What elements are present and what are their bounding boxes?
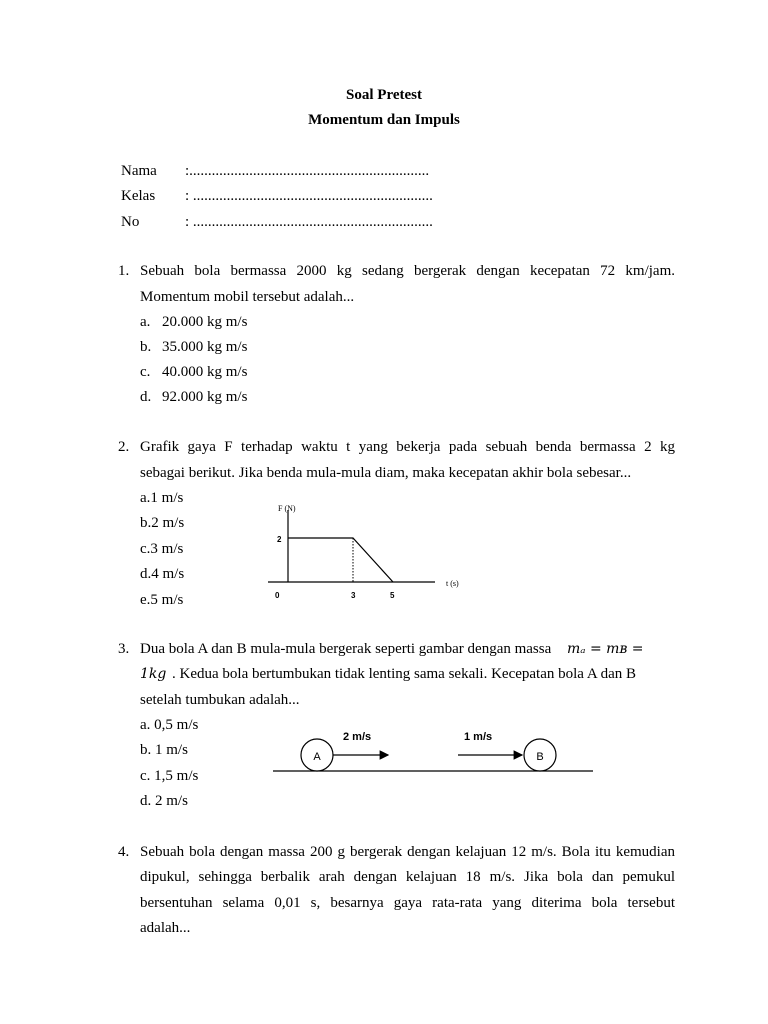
- name-field: :................................................................: [185, 163, 430, 179]
- question-number: 3.: [118, 641, 130, 657]
- number-field: : ................................................................: [185, 214, 433, 230]
- question-text-line: Sebuah bola dengan massa 200 g bergerak dengan kelajuan 12 m/s. Bola itu kemudian: [140, 844, 675, 860]
- x-tick-label: 0: [275, 591, 280, 600]
- option-text: a.1 m/s: [140, 490, 184, 506]
- document-subtitle: Momentum dan Impuls: [308, 112, 460, 128]
- mass-equation: mₐ = mʙ =: [567, 641, 644, 657]
- option-text: 35.000 kg m/s: [162, 339, 248, 355]
- option-text: d. 2 m/s: [140, 793, 188, 809]
- x-tick-label: 5: [390, 591, 395, 600]
- name-label: Nama: [121, 163, 157, 179]
- question-number: 1.: [118, 263, 130, 279]
- number-label: No: [121, 214, 140, 230]
- ball-b-label: B: [536, 751, 544, 763]
- question-text-line: Grafik gaya F terhadap waktu t yang bekerja pada sebuah benda bermassa 2 kg: [140, 439, 675, 455]
- question-text-line: bersentuhan selama 0,01 s, besarnya gaya rata-rata yang diterima bola tersebut: [140, 895, 675, 911]
- question-text-line: Momentum mobil tersebut adalah...: [140, 289, 355, 305]
- option-text: b. 1 m/s: [140, 742, 188, 758]
- option-text: c.3 m/s: [140, 541, 184, 557]
- question-number: 4.: [118, 844, 130, 860]
- speed-b-label: 1 m/s: [464, 731, 493, 743]
- option-text: 40.000 kg m/s: [162, 364, 248, 380]
- x-axis-label: t (s): [446, 579, 459, 588]
- option-text: a. 0,5 m/s: [140, 717, 199, 733]
- question-text-line: sebagai berikut. Jika benda mula-mula diam, maka kecepatan akhir bola sebesar...: [140, 465, 632, 481]
- option-letter: d.: [140, 389, 152, 405]
- class-label: Kelas: [121, 188, 156, 204]
- option-letter: c.: [140, 364, 151, 380]
- question-text-line: . Kedua bola bertumbukan tidak lenting sama sekali. Kecepatan bola A dan B: [172, 666, 637, 682]
- option-text: e.5 m/s: [140, 592, 184, 608]
- question-text-line: Sebuah bola bermassa 2000 kg sedang bergerak dengan kecepatan 72 km/jam.: [140, 263, 675, 279]
- question-text-line: setelah tumbukan adalah...: [140, 692, 300, 708]
- question-text-line: Dua bola A dan B mula-mula bergerak seperti gambar dengan massa: [140, 641, 552, 657]
- force-time-graph: [260, 500, 470, 610]
- option-letter: b.: [140, 339, 152, 355]
- speed-a-label: 2 m/s: [343, 731, 372, 743]
- question-text-line: adalah...: [140, 920, 191, 936]
- option-text: 92.000 kg m/s: [162, 389, 248, 405]
- question-number: 2.: [118, 439, 130, 455]
- force-curve: [288, 538, 393, 582]
- option-text: b.2 m/s: [140, 515, 185, 531]
- option-text: d.4 m/s: [140, 566, 185, 582]
- y-axis-label: F (N): [278, 504, 296, 513]
- ball-a-label: A: [313, 751, 321, 763]
- collision-diagram: [268, 725, 598, 780]
- option-text: c. 1,5 m/s: [140, 768, 199, 784]
- option-letter: a.: [140, 314, 151, 330]
- x-tick-label: 3: [351, 591, 356, 600]
- document-title: Soal Pretest: [346, 87, 422, 103]
- class-field: : ................................................................: [185, 188, 433, 204]
- option-text: 20.000 kg m/s: [162, 314, 248, 330]
- question-text-line: dipukul, sehingga berbalik arah dengan kelajuan 18 m/s. Jika bola dan pemukul: [140, 869, 675, 885]
- mass-value: 1kg: [140, 666, 167, 682]
- y-tick-label: 2: [277, 535, 282, 544]
